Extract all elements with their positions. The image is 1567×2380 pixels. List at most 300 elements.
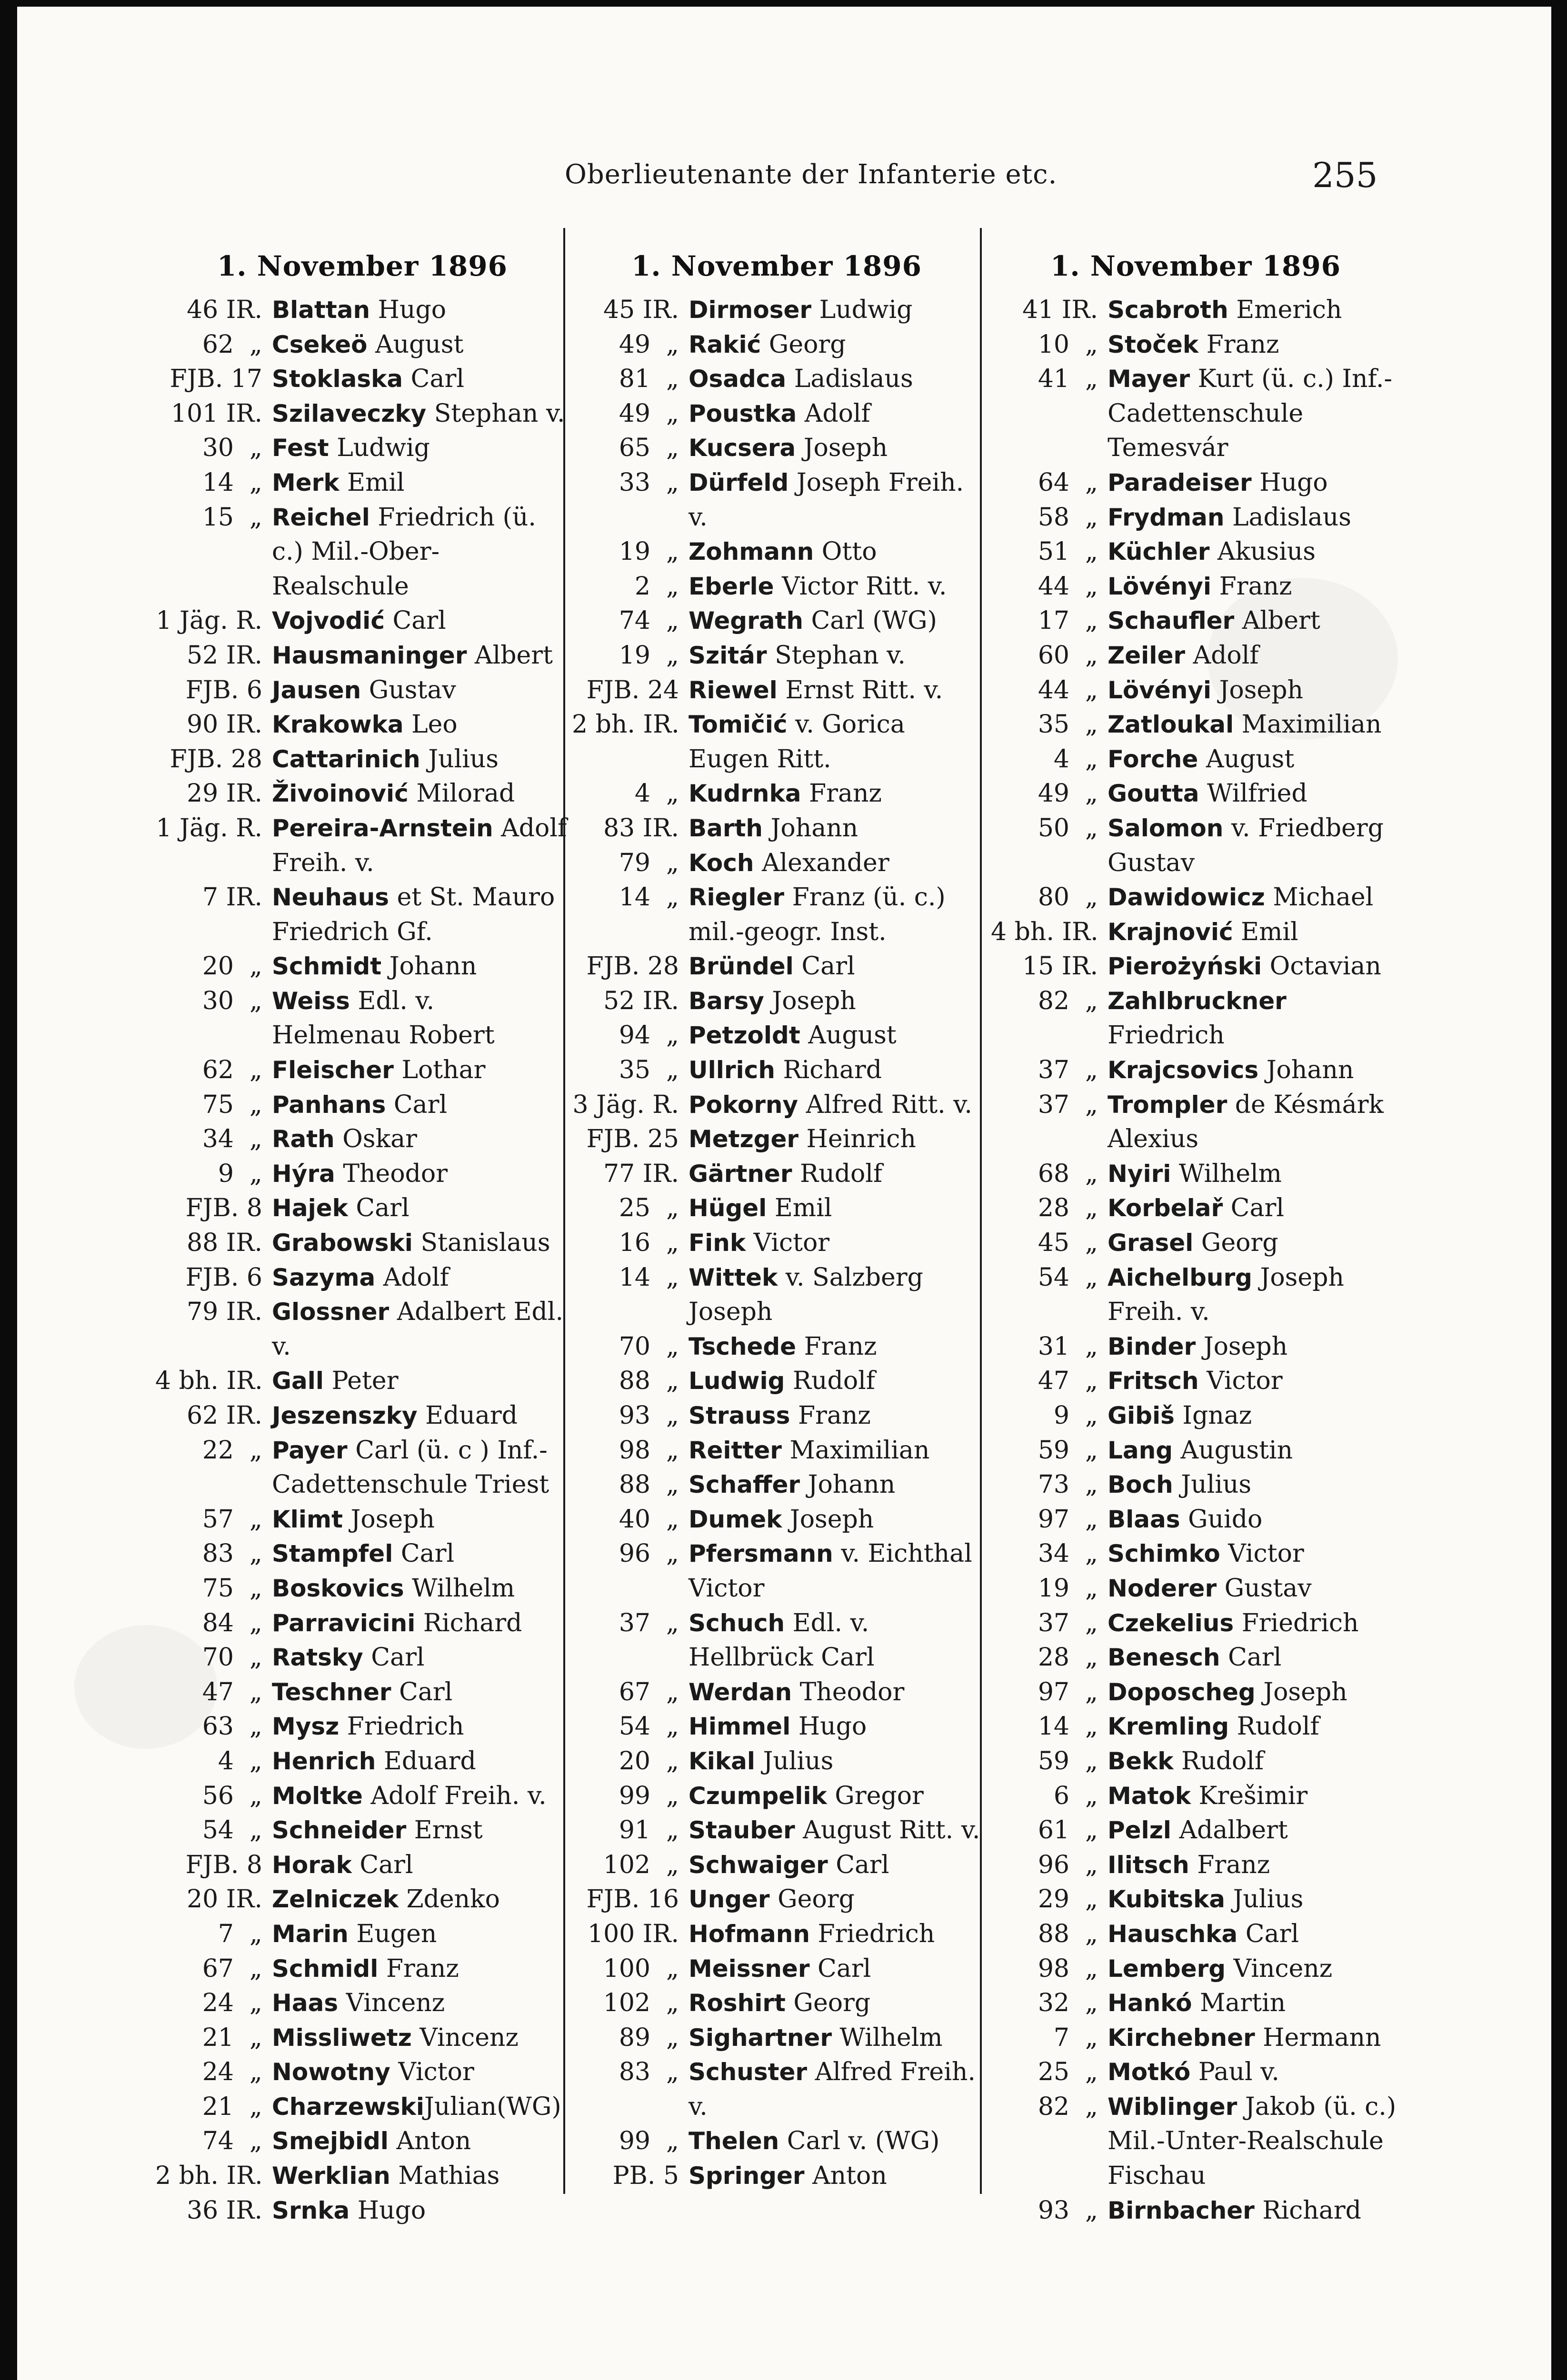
list-item bbox=[991, 1398, 1400, 1433]
list-item bbox=[572, 1709, 981, 1744]
entry-name bbox=[1108, 1986, 1400, 2021]
entry-name bbox=[689, 1157, 981, 1191]
entry-surname: Matok bbox=[1108, 1782, 1191, 1810]
entry-name bbox=[689, 1018, 981, 1053]
entry-name bbox=[689, 949, 981, 984]
entry-given-name: Carl bbox=[1220, 1643, 1282, 1672]
entry-surname: Krakowka bbox=[272, 711, 404, 739]
entry-regiment: 88 „ bbox=[619, 1367, 679, 1396]
column-heading: 1. November 1896 bbox=[631, 250, 922, 282]
entry-name bbox=[272, 397, 569, 431]
entry-given-name: Gustav bbox=[361, 675, 456, 704]
entry-surname: Forche bbox=[1108, 745, 1198, 773]
entry-regiment: 51 „ bbox=[1038, 537, 1098, 566]
entry-regiment: FJB. 6 bbox=[185, 675, 262, 704]
entry-regiment: 83 „ bbox=[619, 2058, 679, 2087]
list-item bbox=[991, 1675, 1400, 1710]
entry-regiment: 2 bh. IR. bbox=[155, 2162, 263, 2191]
entry-given-name: Eduard bbox=[376, 1746, 476, 1775]
entry-surname: Weiss bbox=[272, 987, 350, 1015]
entry-surname: Mayer bbox=[1108, 365, 1190, 393]
entry-name bbox=[689, 1122, 981, 1157]
entry-surname: Strauss bbox=[689, 1402, 790, 1429]
entry-given-name: Franz bbox=[1189, 1850, 1270, 1879]
entry-name bbox=[1108, 362, 1400, 466]
entry-given-name: Georg bbox=[1193, 1229, 1278, 1258]
entry-name bbox=[1108, 293, 1400, 327]
list-item bbox=[991, 1744, 1400, 1779]
entry-surname: Pokorny bbox=[689, 1091, 798, 1119]
entry-surname: Lemberg bbox=[1108, 1954, 1226, 1983]
entry-regiment: 67 „ bbox=[619, 1677, 679, 1706]
entry-surname: Smejbidl bbox=[272, 2127, 389, 2155]
entry-given-name: Emil bbox=[339, 468, 405, 497]
entry-surname: Fritsch bbox=[1108, 1367, 1199, 1395]
entry-given-name: Carl bbox=[348, 1194, 409, 1223]
entry-regiment: 7 IR. bbox=[202, 883, 262, 912]
list-item bbox=[155, 1606, 569, 1641]
entry-regiment: 75 „ bbox=[202, 1090, 262, 1119]
entry-given-name: Julius bbox=[1173, 1470, 1252, 1499]
list-item bbox=[991, 811, 1400, 880]
entry-surname: Paradeiser bbox=[1108, 468, 1252, 496]
list-item bbox=[155, 1398, 569, 1433]
entry-surname: Csekeö bbox=[272, 330, 368, 358]
list-item bbox=[155, 1952, 569, 1986]
list-item bbox=[155, 431, 569, 466]
entry-regiment: 34 „ bbox=[202, 1125, 262, 1154]
entry-surname: Jeszenszky bbox=[272, 1402, 418, 1429]
list-item bbox=[991, 1882, 1400, 1917]
entry-regiment: 59 „ bbox=[1038, 1746, 1098, 1775]
list-item bbox=[155, 638, 569, 673]
list-item bbox=[991, 466, 1400, 500]
list-item bbox=[991, 569, 1400, 604]
entry-name bbox=[1108, 1917, 1400, 1952]
entry-regiment: 62 „ bbox=[202, 330, 262, 359]
entry-given-name: Friedrich bbox=[1108, 1021, 1225, 1050]
entry-name bbox=[272, 1537, 569, 1571]
entry-regiment: 54 „ bbox=[202, 1816, 262, 1845]
entry-surname: Hauschka bbox=[1108, 1920, 1238, 1948]
entry-name bbox=[272, 1813, 569, 1848]
list-item bbox=[572, 1191, 981, 1226]
entry-name bbox=[1108, 1882, 1400, 1917]
entry-regiment: 47 „ bbox=[202, 1677, 262, 1706]
entry-name bbox=[1108, 742, 1400, 777]
list-item bbox=[991, 915, 1400, 950]
list-item bbox=[991, 1468, 1400, 1502]
entry-regiment: 58 „ bbox=[1038, 503, 1098, 532]
entry-surname: Lang bbox=[1108, 1436, 1173, 1464]
entry-surname: Kubitska bbox=[1108, 1885, 1226, 1914]
entry-regiment: 47 „ bbox=[1038, 1367, 1098, 1396]
entry-regiment: 90 IR. bbox=[187, 710, 262, 739]
entry-regiment: 68 „ bbox=[1038, 1159, 1098, 1188]
list-item bbox=[991, 362, 1400, 466]
entry-name bbox=[1108, 1329, 1400, 1364]
entry-given-name: Julius bbox=[1225, 1885, 1304, 1914]
entry-given-name: Hermann bbox=[1255, 2023, 1381, 2052]
list-item bbox=[572, 1364, 981, 1398]
entry-given-name: Vincenz bbox=[1226, 1954, 1333, 1983]
entry-given-name: Adolf bbox=[797, 399, 870, 428]
list-item bbox=[155, 1260, 569, 1295]
list-item bbox=[991, 1848, 1400, 1883]
entry-name bbox=[689, 1053, 981, 1088]
entry-name bbox=[1108, 638, 1400, 673]
list-item bbox=[155, 1088, 569, 1122]
entry-surname: Haas bbox=[272, 1989, 339, 2017]
entry-regiment: 20 IR. bbox=[187, 1885, 262, 1914]
list-item bbox=[991, 1329, 1400, 1364]
entry-regiment: FJB. 28 bbox=[170, 744, 262, 774]
entry-surname: Teschner bbox=[272, 1678, 391, 1706]
entry-regiment: FJB. 28 bbox=[586, 952, 679, 981]
entry-surname: Merk bbox=[272, 468, 339, 496]
entry-regiment: 14 „ bbox=[202, 468, 262, 497]
list-item bbox=[572, 811, 981, 846]
list-item bbox=[991, 1640, 1400, 1675]
entry-name bbox=[272, 673, 569, 708]
list-item bbox=[572, 846, 981, 881]
entry-given-name: Franz bbox=[796, 1332, 877, 1361]
entry-given-name: Georg bbox=[785, 1989, 871, 2018]
entry-name bbox=[689, 397, 981, 431]
entry-given-name: Friedrich bbox=[339, 1712, 464, 1741]
list-item bbox=[572, 1018, 981, 1053]
list-item bbox=[572, 431, 981, 466]
entry-given-name: Joseph Freih. v. bbox=[1108, 1263, 1344, 1327]
list-item bbox=[991, 638, 1400, 673]
entry-given-name: Franz bbox=[378, 1954, 459, 1983]
entry-name bbox=[689, 811, 981, 846]
entry-name bbox=[272, 1779, 569, 1814]
entry-name bbox=[272, 811, 569, 880]
entry-surname: Schimko bbox=[1108, 1540, 1220, 1568]
page-number: 255 bbox=[1312, 155, 1378, 195]
entry-regiment: 41 IR. bbox=[1022, 296, 1098, 324]
entry-name bbox=[1108, 2193, 1400, 2228]
entry-given-name: v. Friedberg Gustav bbox=[1108, 813, 1384, 877]
entry-name bbox=[272, 776, 569, 811]
entry-surname: Zohmann bbox=[689, 538, 814, 566]
entry-regiment: 77 IR. bbox=[603, 1159, 679, 1188]
entry-surname: Cattarinich bbox=[272, 745, 420, 773]
entry-name bbox=[1108, 1502, 1400, 1537]
list-item bbox=[572, 569, 981, 604]
entry-surname: Czekelius bbox=[1108, 1609, 1234, 1637]
list-item bbox=[991, 500, 1400, 535]
entry-regiment: 83 „ bbox=[202, 1539, 262, 1568]
entry-given-name: Stephan v. bbox=[767, 641, 906, 670]
entry-name bbox=[1108, 1952, 1400, 1986]
entry-given-name: Kurt (ü. c.) Inf.-Cadettenschule Temesvár bbox=[1108, 365, 1392, 463]
entry-given-name: Rudolf bbox=[1173, 1746, 1264, 1775]
entry-surname: Küchler bbox=[1108, 538, 1210, 566]
entry-name bbox=[1108, 915, 1400, 950]
entry-given-name: Franz bbox=[1211, 572, 1292, 601]
list-item bbox=[991, 1571, 1400, 1606]
entry-given-name: v. Eichthal Victor bbox=[689, 1539, 972, 1603]
entry-name bbox=[272, 1952, 569, 1986]
entry-name bbox=[272, 707, 569, 742]
entry-name bbox=[689, 1433, 981, 1468]
entry-given-name: Albert bbox=[467, 641, 553, 670]
entry-given-name: Heinrich bbox=[798, 1125, 916, 1154]
entry-regiment: 96 „ bbox=[1038, 1850, 1098, 1879]
entry-surname: Werklian bbox=[272, 2162, 390, 2190]
entry-regiment: 33 „ bbox=[619, 468, 679, 497]
entry-surname: Goutta bbox=[1108, 780, 1199, 808]
entry-given-name: Leo bbox=[403, 710, 458, 739]
entry-surname: Petzoldt bbox=[689, 1021, 800, 1050]
entry-given-name: Emil bbox=[767, 1194, 832, 1223]
entry-regiment: 84 „ bbox=[202, 1608, 262, 1637]
entry-regiment: 45 IR. bbox=[603, 296, 679, 324]
entry-given-name: Emil bbox=[1233, 917, 1298, 946]
list-item bbox=[991, 1364, 1400, 1398]
entry-given-name: Carl bbox=[351, 1850, 413, 1879]
list-item bbox=[155, 1295, 569, 1364]
list-item bbox=[991, 707, 1400, 742]
list-item bbox=[572, 1917, 981, 1952]
entry-surname: Kikal bbox=[689, 1747, 756, 1775]
entry-given-name: Guido bbox=[1180, 1505, 1263, 1534]
entry-surname: Doposcheg bbox=[1108, 1678, 1256, 1706]
entry-surname: Osadca bbox=[689, 365, 787, 393]
entry-surname: Dawidowicz bbox=[1108, 883, 1265, 912]
entry-surname: Horak bbox=[272, 1851, 352, 1879]
entry-surname: Meissner bbox=[689, 1954, 810, 1983]
entry-name bbox=[689, 1952, 981, 1986]
entry-given-name: Anton bbox=[389, 2127, 471, 2156]
entry-surname: Hajek bbox=[272, 1194, 348, 1222]
entry-name bbox=[1108, 604, 1400, 638]
entry-name bbox=[1108, 707, 1400, 742]
entry-surname: Payer bbox=[272, 1436, 348, 1464]
entry-surname: Aichelburg bbox=[1108, 1263, 1252, 1291]
entry-regiment: 74 „ bbox=[619, 606, 679, 635]
entry-given-name: August bbox=[800, 1021, 897, 1050]
list-item bbox=[155, 1779, 569, 1814]
entry-list bbox=[155, 293, 569, 2228]
list-item bbox=[991, 1053, 1400, 1088]
list-item bbox=[572, 397, 981, 431]
list-item bbox=[572, 984, 981, 1019]
entry-surname: Missliwetz bbox=[272, 2023, 412, 2052]
entry-name bbox=[689, 1468, 981, 1502]
list-item bbox=[155, 673, 569, 708]
list-item bbox=[155, 811, 569, 880]
entry-surname: Wegrath bbox=[689, 607, 803, 635]
entry-name bbox=[272, 880, 569, 949]
entry-regiment: 96 „ bbox=[619, 1539, 679, 1568]
entry-surname: Noderer bbox=[1108, 1574, 1217, 1602]
entry-name bbox=[272, 1226, 569, 1260]
entry-name bbox=[689, 1744, 981, 1779]
entry-surname: Henrich bbox=[272, 1747, 376, 1775]
entry-given-name: Franz bbox=[801, 779, 882, 808]
entry-name bbox=[1108, 880, 1400, 915]
entry-regiment: 34 „ bbox=[1038, 1539, 1098, 1568]
entry-regiment: 10 „ bbox=[1038, 330, 1098, 359]
entry-name bbox=[1108, 1813, 1400, 1848]
entry-surname: Stoklaska bbox=[272, 365, 403, 393]
entry-regiment: 91 „ bbox=[619, 1816, 679, 1845]
entry-regiment: 19 „ bbox=[619, 537, 679, 566]
list-item bbox=[155, 1882, 569, 1917]
entry-surname: Schneider bbox=[272, 1816, 407, 1844]
entry-regiment: 21 „ bbox=[202, 2023, 262, 2052]
entry-surname: Sighartner bbox=[689, 2023, 832, 2052]
entry-surname: Stoček bbox=[1108, 330, 1199, 358]
page-header bbox=[17, 155, 1551, 211]
entry-name bbox=[1108, 1260, 1400, 1329]
entry-name bbox=[272, 1640, 569, 1675]
document-page bbox=[17, 7, 1551, 2380]
entry-surname: Dumek bbox=[689, 1505, 782, 1533]
entry-name bbox=[272, 2159, 569, 2193]
entry-regiment: 3 Jäg. R. bbox=[572, 1090, 679, 1119]
entry-regiment: 17 „ bbox=[1038, 606, 1098, 635]
entry-given-name: Emerich bbox=[1228, 296, 1342, 324]
list-item bbox=[991, 2021, 1400, 2055]
list-item bbox=[991, 604, 1400, 638]
entry-name bbox=[689, 638, 981, 673]
entry-given-name: Friedrich (ü. c.) Mil.-Ober-Realschule bbox=[272, 503, 536, 601]
list-item bbox=[572, 1468, 981, 1502]
entry-name bbox=[1108, 535, 1400, 569]
entry-given-name: Wilhelm bbox=[404, 1574, 515, 1603]
entry-name bbox=[689, 2124, 981, 2159]
entry-surname: Schuch bbox=[689, 1609, 785, 1637]
running-title: Oberlieutenante der Infanterie etc. bbox=[565, 159, 1058, 190]
list-item bbox=[155, 2090, 569, 2124]
entry-regiment: 31 „ bbox=[1038, 1332, 1098, 1361]
list-item bbox=[572, 2124, 981, 2159]
entry-surname: Mysz bbox=[272, 1713, 339, 1741]
entry-name bbox=[689, 362, 981, 397]
list-item bbox=[155, 949, 569, 984]
entry-regiment: 62 „ bbox=[202, 1056, 262, 1085]
list-item bbox=[991, 1537, 1400, 1571]
entry-given-name: Vincenz bbox=[338, 1989, 445, 2018]
list-item bbox=[572, 1606, 981, 1675]
entry-given-name: Richard bbox=[415, 1608, 522, 1637]
entry-given-name: Maximilian bbox=[781, 1436, 930, 1465]
entry-given-name: Rudolf bbox=[785, 1367, 876, 1396]
entry-surname: Hügel bbox=[689, 1194, 767, 1222]
list-item bbox=[155, 1986, 569, 2021]
list-item bbox=[155, 1537, 569, 1571]
entry-surname: Marin bbox=[272, 1920, 349, 1948]
entry-given-name: v. Gorica Eugen Ritt. bbox=[689, 710, 905, 774]
entry-name bbox=[689, 880, 981, 949]
entry-given-name: Victor bbox=[1220, 1539, 1304, 1568]
entry-surname: Eberle bbox=[689, 572, 774, 600]
column-heading: 1. November 1896 bbox=[1050, 250, 1341, 282]
entry-name bbox=[689, 1917, 981, 1952]
list-item bbox=[572, 1329, 981, 1364]
entry-regiment: 100 IR. bbox=[587, 1919, 679, 1948]
entry-given-name: Richard bbox=[1254, 2196, 1361, 2225]
entry-given-name: Joseph bbox=[1255, 1677, 1347, 1706]
list-item bbox=[572, 1848, 981, 1883]
entry-regiment: 4 „ bbox=[1053, 744, 1098, 774]
entry-given-name: Otto bbox=[814, 537, 877, 566]
entry-regiment: 21 „ bbox=[202, 2092, 262, 2121]
list-item bbox=[155, 2159, 569, 2193]
entry-regiment: 41 „ bbox=[1038, 365, 1098, 394]
entry-given-name: Carl bbox=[1223, 1194, 1284, 1223]
list-item bbox=[155, 880, 569, 949]
entry-regiment: FJB. 8 bbox=[185, 1850, 262, 1879]
entry-name bbox=[272, 1744, 569, 1779]
entry-given-name: Vincenz bbox=[411, 2023, 519, 2052]
entry-surname: Wittek bbox=[689, 1263, 778, 1291]
entry-name bbox=[689, 1226, 981, 1260]
entry-given-name: Johann bbox=[800, 1470, 896, 1499]
entry-surname: Ratsky bbox=[272, 1644, 363, 1672]
entry-surname: Koch bbox=[689, 849, 754, 877]
entry-name bbox=[1108, 1709, 1400, 1744]
entry-regiment: 14 „ bbox=[619, 1263, 679, 1292]
entry-given-name: Albert bbox=[1234, 606, 1320, 635]
entry-regiment: 60 „ bbox=[1038, 641, 1098, 670]
list-item bbox=[991, 1813, 1400, 1848]
list-item bbox=[572, 1088, 981, 1122]
entry-given-name: Augustin bbox=[1173, 1436, 1293, 1465]
entry-surname: Hankó bbox=[1108, 1989, 1192, 2017]
entry-surname: Grabowski bbox=[272, 1229, 413, 1257]
entry-regiment: 14 „ bbox=[619, 883, 679, 912]
entry-regiment: 1 Jäg. R. bbox=[156, 606, 262, 635]
entry-surname: Kremling bbox=[1108, 1713, 1229, 1741]
entry-name bbox=[272, 949, 569, 984]
list-item bbox=[572, 2021, 981, 2055]
entry-surname: Sazyma bbox=[272, 1263, 376, 1291]
entry-surname: Szitár bbox=[689, 641, 767, 669]
entry-given-name: Edl. v. Helmenau Robert bbox=[272, 986, 495, 1050]
entry-given-name: August bbox=[367, 330, 464, 359]
entry-surname: Dirmoser bbox=[689, 296, 812, 324]
entry-given-name: Georg bbox=[769, 1885, 855, 1914]
entry-regiment: 93 „ bbox=[1038, 2196, 1098, 2225]
entry-given-name: Carl bbox=[384, 606, 446, 635]
list-item bbox=[991, 1226, 1400, 1260]
entry-regiment: 79 IR. bbox=[187, 1298, 262, 1327]
entry-regiment: 75 „ bbox=[202, 1574, 262, 1603]
entry-regiment: 32 „ bbox=[1038, 1989, 1098, 2018]
entry-regiment: 99 „ bbox=[619, 1781, 679, 1810]
list-item bbox=[155, 1571, 569, 1606]
entry-regiment: 67 „ bbox=[202, 1954, 262, 1983]
entry-surname: Srnka bbox=[272, 2196, 350, 2224]
entry-name bbox=[689, 1260, 981, 1329]
entry-name bbox=[272, 327, 569, 362]
column-heading: 1. November 1896 bbox=[217, 250, 508, 282]
entry-regiment: 50 „ bbox=[1038, 813, 1098, 843]
entry-surname: Zatloukal bbox=[1108, 711, 1234, 739]
entry-name bbox=[689, 846, 981, 881]
entry-regiment: 49 „ bbox=[619, 399, 679, 428]
entry-regiment: 64 „ bbox=[1038, 468, 1098, 497]
entry-name bbox=[1108, 1848, 1400, 1883]
entry-given-name: Carl bbox=[391, 1677, 453, 1706]
entry-name bbox=[689, 1848, 981, 1883]
entry-given-name: Lothar bbox=[393, 1056, 486, 1085]
